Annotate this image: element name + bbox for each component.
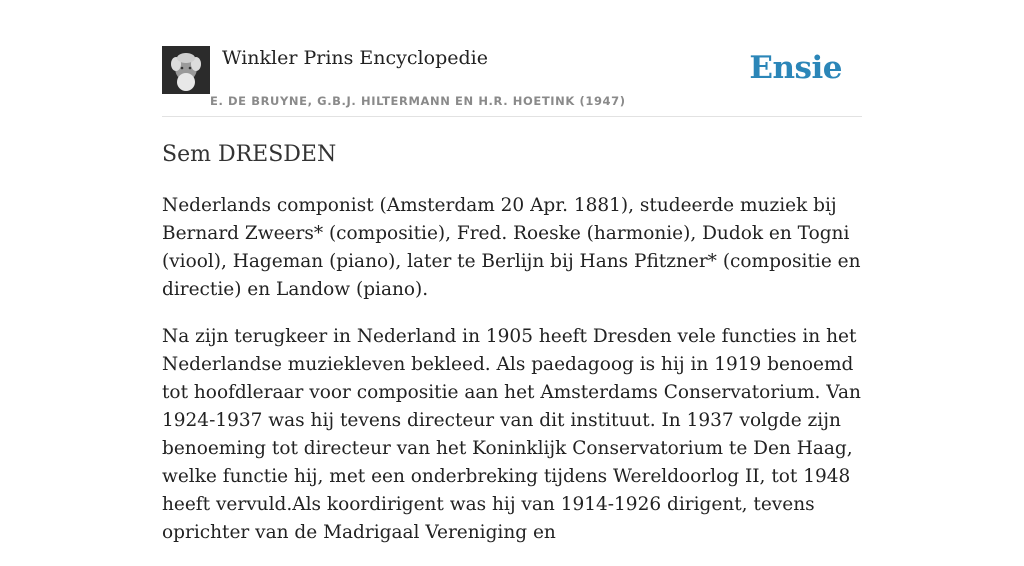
paragraph-1: Nederlands componist (Amsterdam 20 Apr. 1881), studeerde muziek bij Bernard Zweers* (compositie), Fred. Roeske (harmonie), Dudok en Togni (viool), Hageman (piano), later te Berlijn bij Hans Pfitzner* (compositie en directie) en Landow (piano). bbox=[162, 195, 861, 300]
site-header bbox=[162, 46, 862, 117]
authors-line: E. DE BRUYNE, G.B.J. HILTERMANN EN H.R. HOETINK (1947) bbox=[210, 94, 626, 108]
ensie-logo[interactable]: Ensie bbox=[749, 50, 842, 86]
publication-title[interactable]: Winkler Prins Encyclopedie bbox=[222, 47, 488, 69]
article-body bbox=[162, 192, 862, 566]
author-avatar bbox=[162, 46, 210, 94]
article-title: Sem DRESDEN bbox=[162, 142, 337, 167]
portrait-image bbox=[162, 46, 210, 94]
paragraph-2: Na zijn terugkeer in Nederland in 1905 heeft Dresden vele functies in het Nederlandse muziekleven bekleed. Als paedagoog is hij in 1919 benoemd tot hoofdleraar voor compositie aan het Amsterdams Conservatorium. Van 1924-1937 was hij tevens directeur van dit instituut. In 1937 volgde zijn benoeming tot directeur van het Koninklijk Conservatorium te Den Haag, welke functie hij, met een onderbreking tijdens Wereldoorlog II, tot 1948 heeft vervuld.Als koordirigent was hij van 1914-1926 dirigent, tevens oprichter van de Madrigaal Vereniging en bbox=[162, 326, 861, 543]
